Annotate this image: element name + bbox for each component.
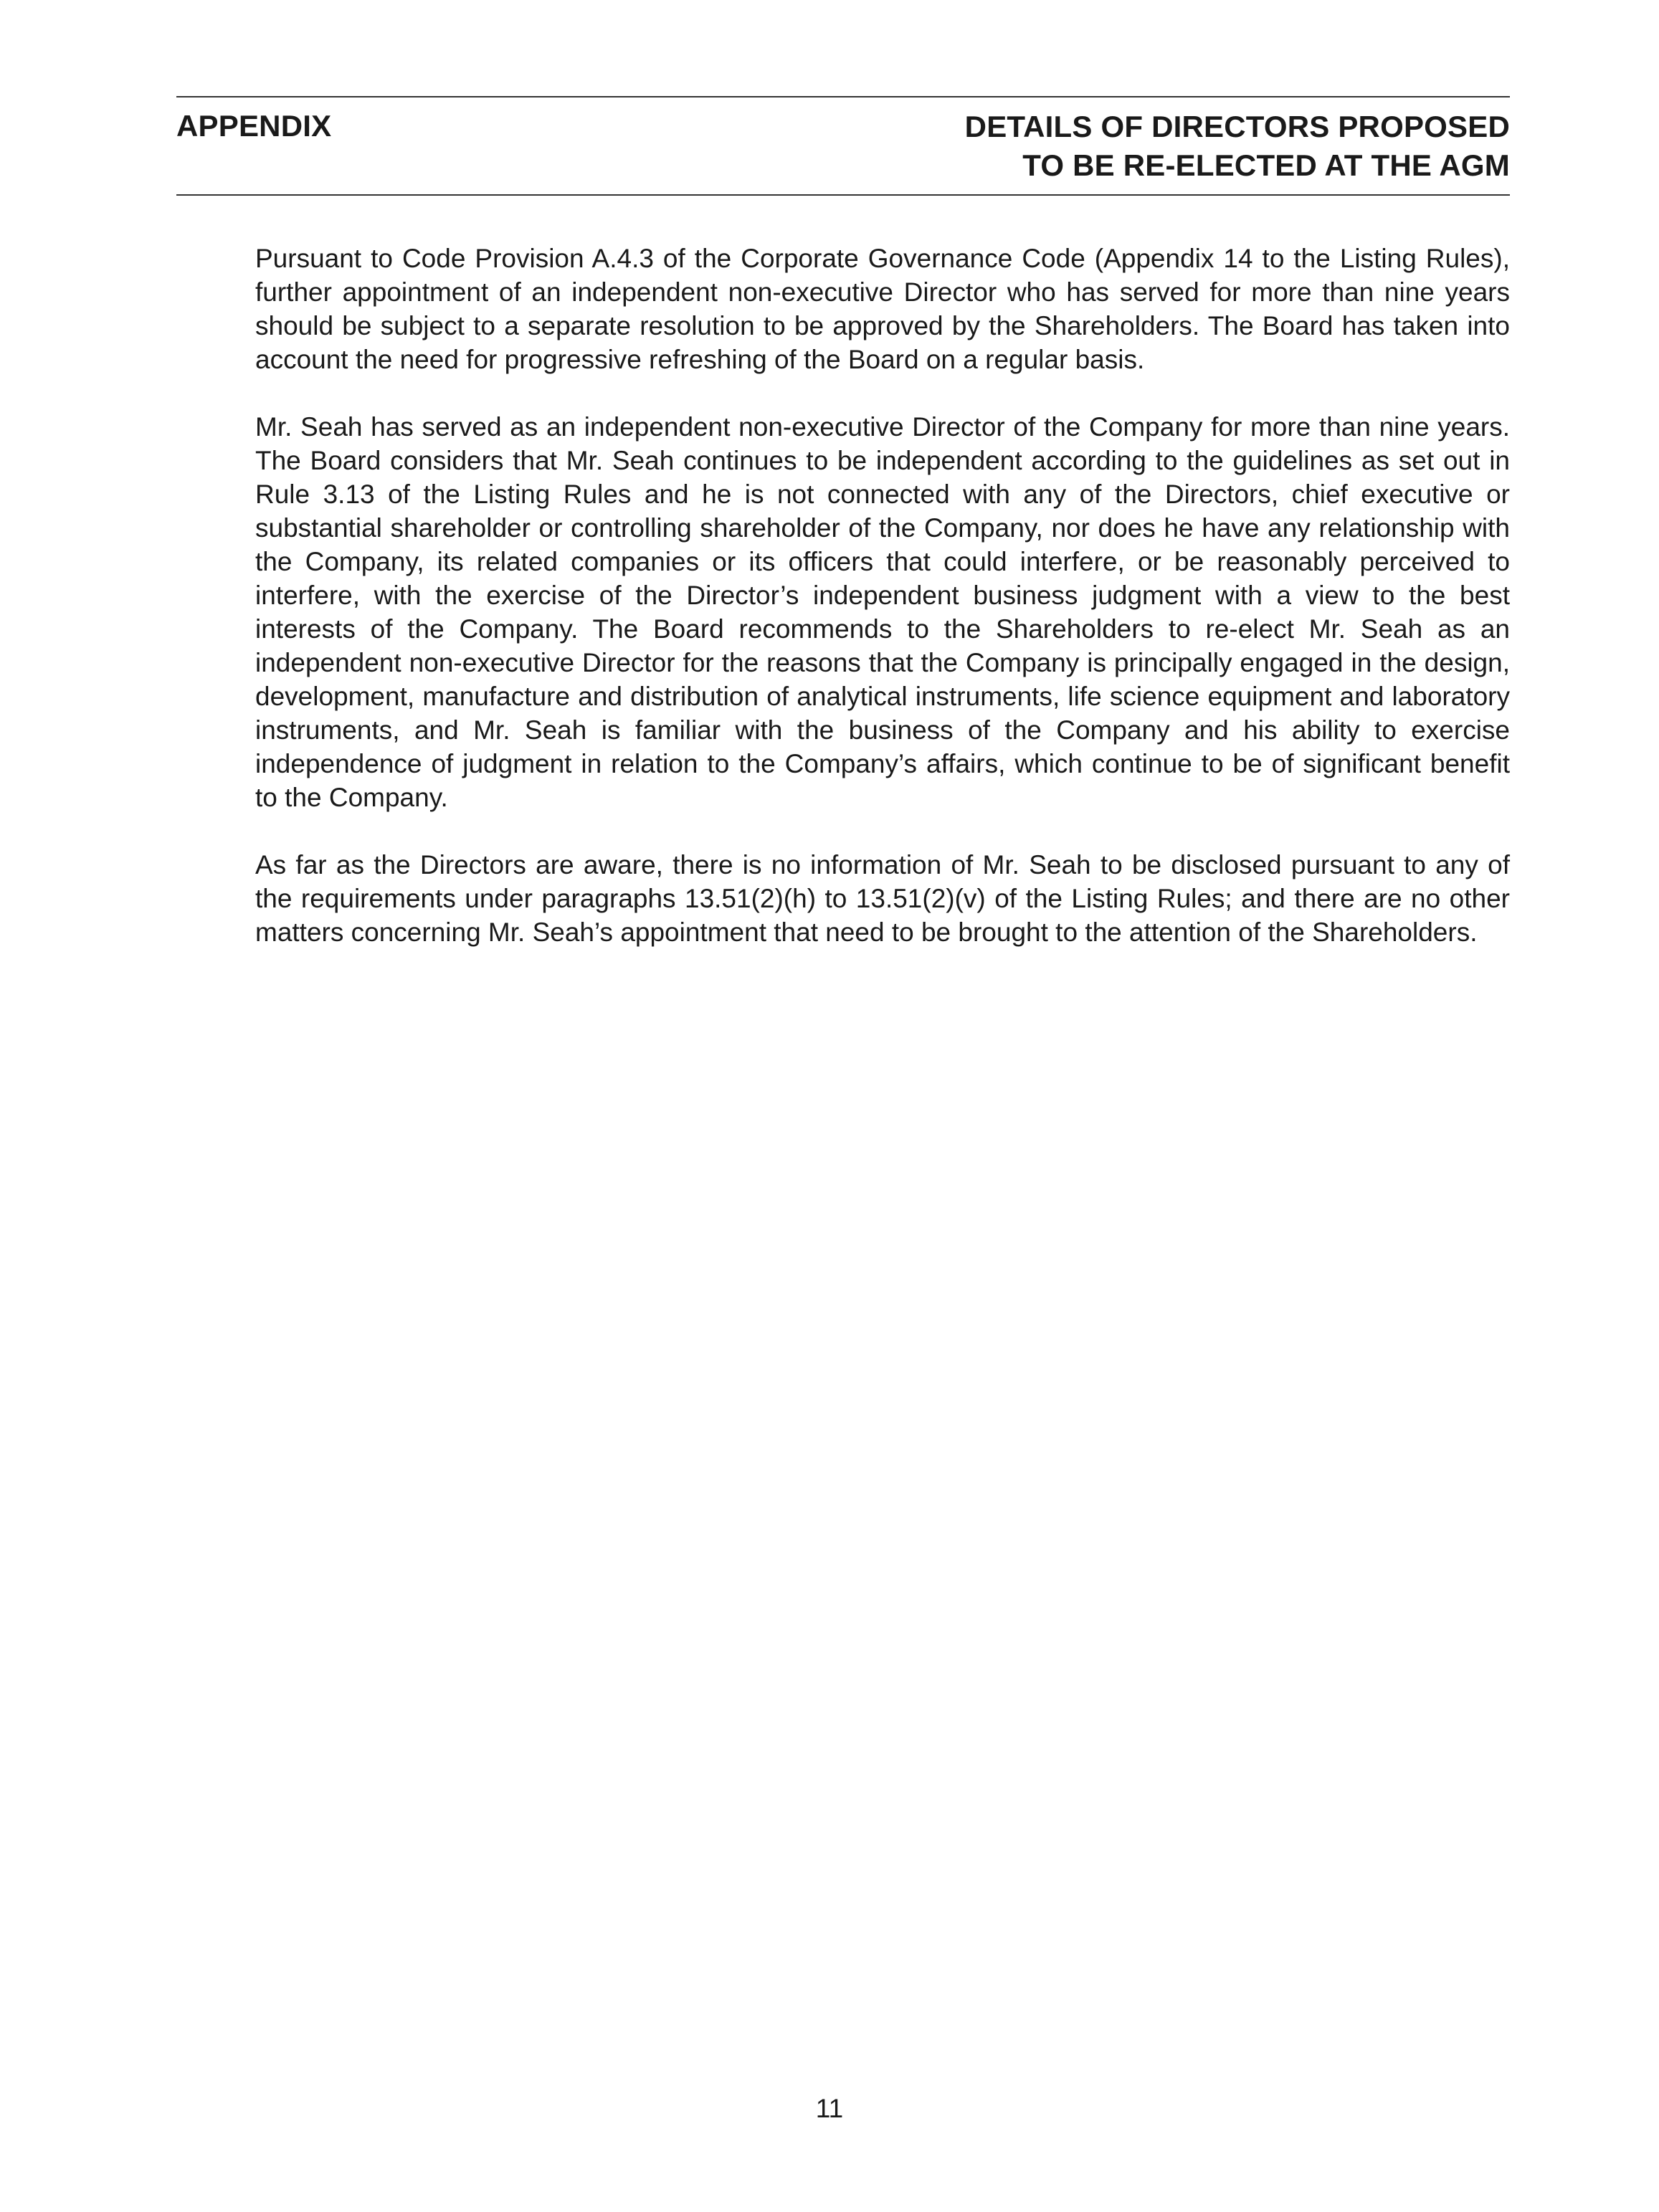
body-content — [255, 242, 1510, 983]
section-title — [965, 108, 1510, 185]
paragraph-code-provision: Pursuant to Code Provision A.4.3 of the Corporate Governance Code (Appendix 14 to the Listing Rules), further appointment of an independent non-executive Director who has served for more than nine years should be subject to a separate resolution to be approved by the Shareholders. The Board has taken into account the need for progressive refreshing of the Board on a regular basis. — [255, 244, 1510, 374]
header-top-rule — [176, 96, 1510, 97]
header-bottom-rule — [176, 194, 1510, 196]
section-title-line-1: DETAILS OF DIRECTORS PROPOSED — [964, 110, 1510, 143]
page-number: 11 — [815, 2094, 844, 2123]
paragraph-disclosure: As far as the Directors are aware, there is no information of Mr. Seah to be disclosed pursuant to any of the requirements under paragraphs 13.51(2)(h) to 13.51(2)(v) of the Listing Rules; and there are no other matters concerning Mr. Seah’s appointment that need to be brought to the attention of the Shareholders. — [255, 850, 1510, 947]
section-title-line-2: TO BE RE-ELECTED AT THE AGM — [1022, 148, 1510, 182]
section-label: APPENDIX — [176, 109, 332, 143]
paragraph-independence: Mr. Seah has served as an independent non-executive Director of the Company for more than nine years. The Board considers that Mr. Seah continues to be independent according to the guidelines as set out in Rule 3.13 of the Listing Rules and he is not connected with any of the Directors, chief executive or substantial shareholder or controlling shareholder of the Company, nor does he have any relationship with the Company, its related companies or its officers that could interfere, or be reasonably perceived to interfere, with the exercise of the Director’s independent business judgment with a view to the best interests of the Company. The Board recommends to the Shareholders to re-elect Mr. Seah as an independent non-executive Director for the reasons that the Company is principally engaged in the design, development, manufacture and distribution of analytical instruments, life science equipment and laboratory instruments, and Mr. Seah is familiar with the business of the Company and his ability to exercise independence of judgment in relation to the Company’s affairs, which continue to be of significant benefit to the Company. — [255, 412, 1510, 812]
